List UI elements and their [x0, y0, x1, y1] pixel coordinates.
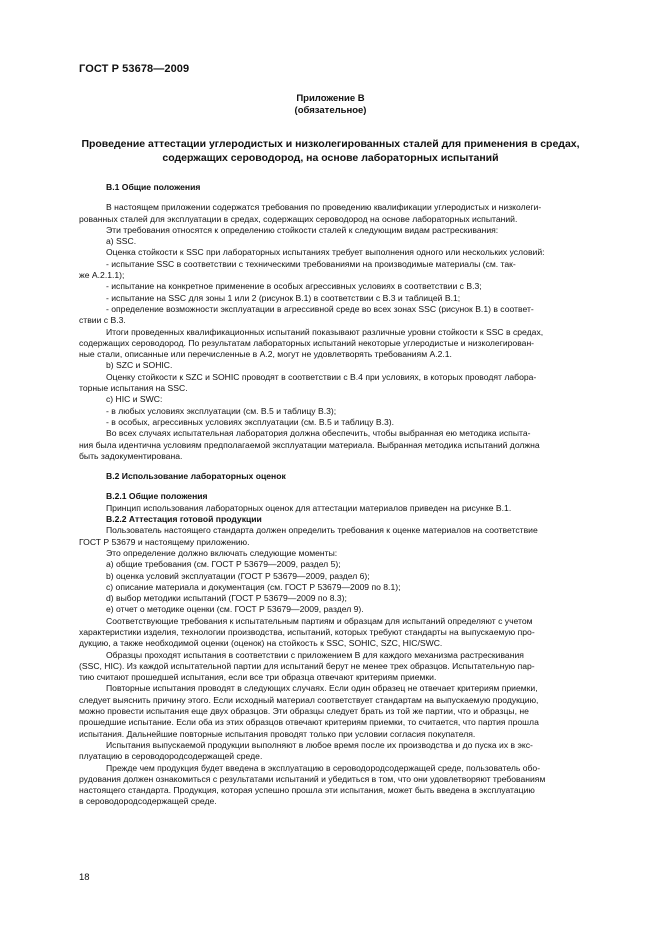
text-line: Эти требования относятся к определению стойкости сталей к следующим видам растрескивания: — [106, 224, 499, 235]
text-line: - испытание SSC в соответствии с техническими требованиями на производимые материалы (см. так- — [106, 258, 516, 269]
text-line: с) описание материала и документация (см. ГОСТ Р 53679—2009 по 8.1); — [106, 581, 401, 592]
text-line: торные испытания на SSC. — [79, 383, 188, 394]
section-heading: В.1 Общие положения — [106, 182, 201, 192]
annex-status: (обязательное) — [294, 105, 367, 116]
text-line: Принцип использования лабораторных оценок для аттестации материалов приведен на рисунке В.1. — [106, 502, 512, 513]
text-line: Соответствующие требования к испытательным партиям и образцам для испытаний определяют с учетом — [106, 615, 533, 626]
text-line: Образцы проходят испытания в соответствии с приложением В для каждого механизма растрескивания — [106, 649, 524, 660]
text-line: следует выяснить причину этого. Если исходный материал соответствует стандартам на выпускаемую продукцию, — [79, 694, 539, 705]
section-heading: В.2 Использование лабораторных оценок — [106, 471, 286, 482]
text-line: - испытание на конкретное применение в особых агрессивных условиях в соответствии с В.3; — [106, 281, 482, 292]
text-line: ствии с В.3. — [79, 315, 126, 326]
text-line: Пользователь настоящего стандарта должен определить требования к оценке материалов на соответствие — [106, 525, 538, 536]
text-line: можно провести испытания еще двух образцов. Эти образцы следует брать из той же партии, что и образцы, не — [79, 706, 529, 717]
subsection-heading: В.2.1 Общие положения — [106, 491, 208, 502]
text-line: ГОСТ Р 53679 и настоящему приложению. — [79, 536, 250, 547]
text-line: В настоящем приложении содержатся требования по проведению квалификации углеродистых и низколеги- — [106, 202, 542, 213]
text-line: е) отчет о методике оценки (см. ГОСТ Р 53679—2009, раздел 9). — [106, 604, 364, 615]
text-line: прошедшие испытание. Если оба из этих образцов отвечают критериям приемки, то считается, что партия прошла — [79, 717, 539, 728]
text-line: Прежде чем продукция будет введена в эксплуатацию в сероводородсодержащей среде, пользователь обо- — [106, 762, 541, 773]
text-line: с) HIC и SWC: — [106, 394, 163, 405]
text-line: Итоги проведенных квалификационных испытаний показывают различные уровни стойкости к SSC в средах, — [106, 326, 544, 337]
text-line: - испытание на SSC для зоны 1 или 2 (рисунок В.1) в соответствии с В.3 и таблицей В.1; — [106, 292, 461, 303]
text-line: Во всех случаях испытательная лаборатория должна обеспечить, чтобы выбранная ею методика испыта- — [106, 428, 531, 439]
text-line: ния была идентична условиям предполагаемой эксплуатации материала. Выбранная методика испытаний должна — [79, 439, 540, 450]
text-line: ные стали, описанные или перечисленные в А.2, могут не удовлетворять требованиям А.2.1. — [79, 349, 452, 360]
text-line: в сероводородсодержащей среде. — [79, 796, 217, 807]
text-line: Оценку стойкости к SZC и SOHIC проводят в соответствии с В.4 при условиях, в которых проводят лабора- — [106, 371, 537, 382]
text-line: Это определение должно включать следующие моменты: — [106, 547, 338, 558]
document-title — [60, 137, 601, 165]
document-body — [79, 182, 607, 808]
text-line: - в любых условиях эксплуатации (см. В.5 и таблицу В.3); — [106, 405, 337, 416]
text-line: рудования должен ознакомиться с результатами испытаний и убедиться в том, что они удовлетворяют требованиям — [79, 773, 546, 784]
text-line: плуатацию в сероводородсодержащей среде. — [79, 751, 263, 762]
document-title-line: содержащих сероводород, на основе лабораторных испытаний — [162, 152, 499, 164]
text-line: (SSC, HIC). Из каждой испытательной партии для испытаний берут не менее трех образцов. Испытательную пар- — [79, 660, 535, 671]
text-line: Повторные испытания проводят в следующих случаях. Если один образец не отвечает критериям приемки, — [106, 683, 538, 694]
text-line: Испытания выпускаемой продукции выполняют в любое время после их производства и до пуска их в экс- — [106, 739, 533, 750]
standard-header: ГОСТ Р 53678—2009 — [79, 63, 190, 75]
text-line: дукцию, а также необходимой оценки (оценок) на стойкость к SSC, SOHIC, SZC, HIC/SWC. — [79, 638, 443, 649]
text-line: же А.2.1.1); — [79, 270, 125, 281]
document-title-line: Проведение аттестации углеродистых и низколегированных сталей для применения в средах, — [81, 138, 580, 150]
text-line: Оценка стойкости к SSC при лабораторных испытаниях требует выполнения одного или нескольких условий: — [106, 247, 545, 258]
text-line: - определение возможности эксплуатации в агрессивной среде во всех зонах SSC (рисунок В.1) в соответ- — [106, 303, 534, 314]
text-line: быть задокументирована. — [79, 450, 183, 461]
text-line: испытания. Дальнейшие повторные испытания проводят только при условии согласия покупателя. — [79, 728, 476, 739]
text-line: рованных сталей для эксплуатации в средах, содержащих сероводород на основе лабораторных испытаний. — [79, 213, 518, 224]
text-line: а) SSC. — [106, 236, 137, 247]
text-line: тию считают прошедшей испытания, если все три образца отвечают критериям приемки. — [79, 672, 437, 683]
annex-title: Приложение В — [296, 93, 365, 104]
text-line: характеристики изделия, технологии производства, испытаний, которых требуют стандарты на выпускаемую про- — [79, 626, 535, 637]
text-line: содержащих сероводород. По результатам лабораторных испытаний некоторые углеродистые и низколегирован- — [79, 337, 535, 348]
subsection-heading: В.2.2 Аттестация готовой продукции — [106, 514, 262, 525]
text-line: настоящего стандарта. Продукция, которая успешно прошла эти испытания, может быть введена в эксплуатацию — [79, 785, 535, 796]
text-line: а) общие требования (см. ГОСТ Р 53679—2009, раздел 5); — [106, 559, 341, 570]
text-line: d) выбор методики испытаний (ГОСТ Р 53679—2009 по 8.3); — [106, 593, 347, 604]
text-line: b) оценка условий эксплуатации (ГОСТ Р 53679—2009, раздел 6); — [106, 570, 370, 581]
page-number: 18 — [79, 872, 90, 883]
text-line: b) SZC и SOHIC. — [106, 360, 173, 371]
text-line: - в особых, агрессивных условиях эксплуатации (см. В.5 и таблицу В.3). — [106, 416, 395, 427]
